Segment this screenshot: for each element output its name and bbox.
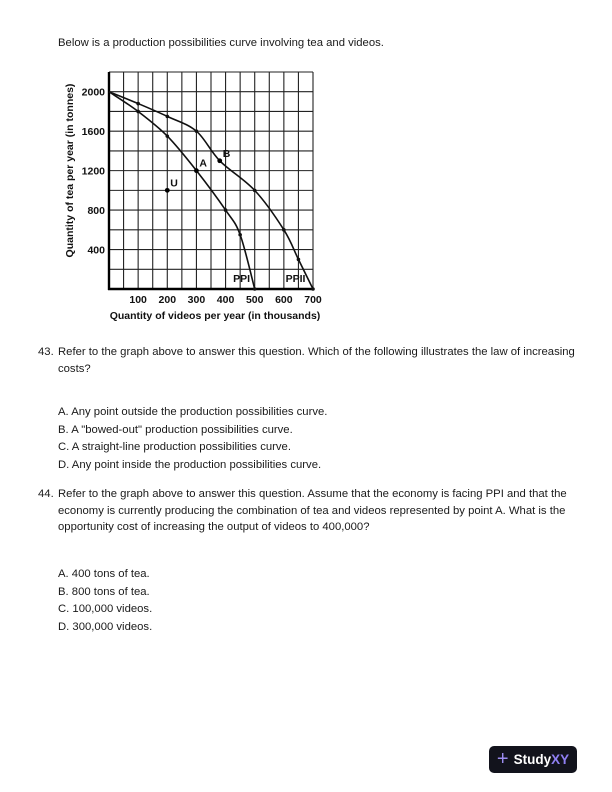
point-a [194,168,199,173]
y-tick-label: 1600 [81,126,105,139]
question-text: Refer to the graph above to answer this question. Which of the following illustrates the law of increasing costs? [58,346,575,375]
curve-point [297,258,301,262]
question-44 [38,486,578,536]
x-tick-label: 500 [245,294,264,306]
point-label-u: U [170,177,178,190]
option-a[interactable]: A. Any point outside the production possibilities curve. [58,406,328,418]
y-tick-label: 2000 [81,86,105,99]
curve-point [136,102,140,106]
curve-point [195,129,199,133]
option-c[interactable]: C. A straight-line production possibilities curve. [58,441,291,453]
option-d[interactable]: D. Any point inside the production possibilities curve. [58,458,322,471]
x-tick-label: 700 [304,294,322,306]
question-number: 44. [38,488,54,500]
option-a[interactable]: A. 400 tons of tea. [58,568,150,580]
point-label-a: A [199,157,208,170]
curve-point [238,233,242,237]
y-tick-label: 1200 [81,165,105,178]
question-43 [38,344,578,377]
studyxy-badge[interactable] [489,746,577,773]
point-u [165,188,170,193]
plus-icon: + [496,747,509,770]
curve-point [311,287,315,291]
curve-point [136,110,140,114]
curve-point [165,134,169,138]
chart-svg [55,65,335,330]
option-b[interactable]: B. A "bowed-out" production possibilities curve. [58,423,293,436]
curve-point [253,287,257,291]
point-label-b: B [222,147,231,160]
y-axis-label: Quantity of tea per year (in tonnes) [64,83,76,258]
question-number: 43. [38,346,54,358]
curve-label-ppii: PPII [285,273,306,286]
x-tick-label: 400 [216,294,235,306]
option-c[interactable]: C. 100,000 videos. [58,603,153,615]
curve-point [282,228,286,232]
curve-label-ppi: PPI [233,273,251,286]
question-text: Refer to the graph above to answer this question. Assume that the economy is facing PPI and that the economy is currently producing the combination of tea and videos represented by point A. What is the opportunity cost of increasing the output of videos to 400,000? [58,488,567,534]
curve-point [253,189,257,193]
ppc-chart [55,65,335,330]
x-tick-label: 200 [158,294,177,306]
y-tick-label: 800 [87,205,105,218]
curve-point [224,208,228,212]
question-43-options [58,404,327,474]
x-axis-label: Quantity of videos per year (in thousands) [109,310,321,322]
y-tick-label: 400 [87,244,105,257]
point-b [217,158,222,163]
option-b[interactable]: B. 800 tons of tea. [58,585,150,598]
question-44-options [58,566,152,636]
option-d[interactable]: D. 300,000 videos. [58,620,153,633]
intro-text: Below is a production possibilities curve involving tea and videos. [58,37,384,49]
x-tick-label: 100 [129,294,147,306]
curve-point [165,115,169,119]
brand-name: StudyXY [513,752,570,767]
x-tick-label: 300 [187,294,206,306]
x-tick-label: 600 [275,294,293,306]
